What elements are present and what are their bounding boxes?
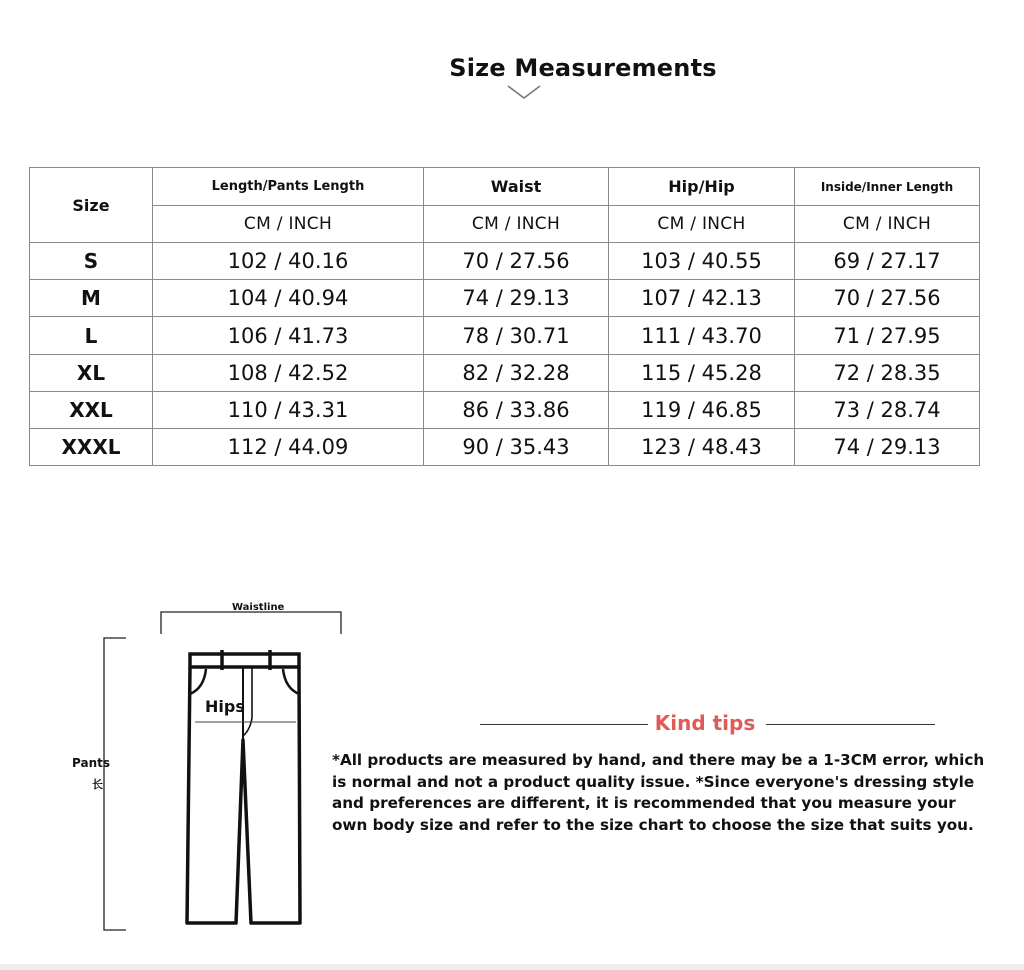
pants-icon xyxy=(0,590,360,970)
size-cell: M xyxy=(30,280,153,317)
table-cell: 74 / 29.13 xyxy=(424,280,609,317)
table-cell: 123 / 48.43 xyxy=(609,428,795,465)
chevron-down-icon xyxy=(506,82,542,102)
table-cell: 90 / 35.43 xyxy=(424,428,609,465)
table-cell: 110 / 43.31 xyxy=(153,391,424,428)
table-cell: 112 / 44.09 xyxy=(153,428,424,465)
unit-label: CM / INCH xyxy=(609,206,795,243)
unit-label: CM / INCH xyxy=(153,206,424,243)
table-row xyxy=(30,317,980,354)
table-row xyxy=(30,354,980,391)
column-header-inner-length: Inside/Inner Length xyxy=(795,168,980,206)
table-cell: 78 / 30.71 xyxy=(424,317,609,354)
table-cell: 72 / 28.35 xyxy=(795,354,980,391)
table-cell: 70 / 27.56 xyxy=(795,280,980,317)
table-cell: 86 / 33.86 xyxy=(424,391,609,428)
table-cell: 111 / 43.70 xyxy=(609,317,795,354)
table-cell: 108 / 42.52 xyxy=(153,354,424,391)
unit-label: CM / INCH xyxy=(424,206,609,243)
footer-divider xyxy=(0,964,1024,970)
table-row xyxy=(30,428,980,465)
table-row xyxy=(30,280,980,317)
kind-tips-text: *All products are measured by hand, and there may be a 1-3CM error, which is normal and not a product quality issue. *Since everyone's dressing style and preferences are different, it is recommended that you measure your own body size and refer to the size chart to choose the size that suits you. xyxy=(332,751,985,834)
table-cell: 69 / 27.17 xyxy=(795,243,980,280)
waistline-label: Waistline xyxy=(232,602,285,613)
column-header-hip: Hip/Hip xyxy=(609,168,795,206)
table-row xyxy=(30,243,980,280)
table-cell: 115 / 45.28 xyxy=(609,354,795,391)
table-cell: 70 / 27.56 xyxy=(424,243,609,280)
table-cell: 82 / 32.28 xyxy=(424,354,609,391)
page-title: Size Measurements xyxy=(449,54,717,82)
column-header-waist: Waist xyxy=(424,168,609,206)
column-header-length: Length/Pants Length xyxy=(153,168,424,206)
table-cell: 74 / 29.13 xyxy=(795,428,980,465)
hips-label: Hips xyxy=(205,697,245,716)
table-cell: 107 / 42.13 xyxy=(609,280,795,317)
table-cell: 102 / 40.16 xyxy=(153,243,424,280)
size-header: Size xyxy=(30,168,153,243)
size-cell: S xyxy=(30,243,153,280)
size-cell: L xyxy=(30,317,153,354)
table-cell: 73 / 28.74 xyxy=(795,391,980,428)
table-cell: 104 / 40.94 xyxy=(153,280,424,317)
size-chart-table xyxy=(29,167,980,466)
size-cell: XL xyxy=(30,354,153,391)
table-cell: 103 / 40.55 xyxy=(609,243,795,280)
table-cell: 119 / 46.85 xyxy=(609,391,795,428)
table-cell: 106 / 41.73 xyxy=(153,317,424,354)
table-row xyxy=(30,391,980,428)
table-cell: 71 / 27.95 xyxy=(795,317,980,354)
size-cell: XXL xyxy=(30,391,153,428)
pants-length-sublabel: 长 xyxy=(92,778,103,791)
pants-measurement-diagram xyxy=(0,590,360,970)
unit-label: CM / INCH xyxy=(795,206,980,243)
pants-length-label: Pants xyxy=(72,756,110,770)
size-cell: XXXL xyxy=(30,428,153,465)
kind-tips-title: Kind tips xyxy=(654,711,756,735)
